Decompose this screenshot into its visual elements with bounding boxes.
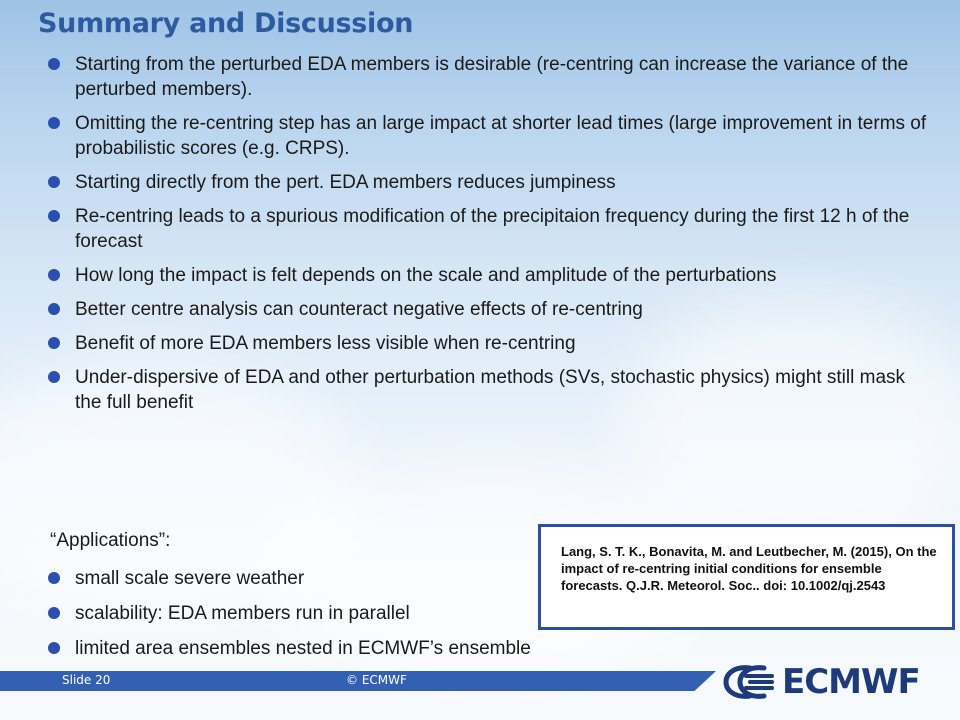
list-item <box>48 636 531 661</box>
slide-title: Summary and Discussion <box>38 8 414 39</box>
bullet-dot-icon <box>48 58 60 70</box>
list-item <box>48 170 928 195</box>
list-item <box>48 204 928 254</box>
bullet-dot-icon <box>48 642 60 654</box>
application-text: small scale severe weather <box>75 568 305 589</box>
copyright-notice: © ECMWF <box>346 673 407 687</box>
applications-list <box>48 566 531 671</box>
bullet-dot-icon <box>48 607 60 619</box>
bullet-text: Starting from the perturbed EDA members is desirable (re-centring can increase the variance of the perturbed members). <box>75 54 909 100</box>
bullet-text: Re-centring leads to a spurious modification of the precipitaion frequency during the first 12 h of the forecast <box>75 206 910 252</box>
bullet-dot-icon <box>48 572 60 584</box>
bullet-dot-icon <box>48 303 60 315</box>
list-item <box>48 263 928 288</box>
reference-citation: Lang, S. T. K., Bonavita, M. and Leutbecher, M. (2015), On the impact of re-centring initial conditions for ensemble forecasts. Q.J.R. Meteorol. Soc.. doi: 10.1002/qj.2543 <box>561 544 937 593</box>
list-item <box>48 331 928 356</box>
bullet-dot-icon <box>48 337 60 349</box>
logo-wordmark: ECMWF <box>782 662 920 702</box>
bullet-dot-icon <box>48 117 60 129</box>
bullet-text: Starting directly from the pert. EDA members reduces jumpiness <box>75 172 616 193</box>
reference-box <box>538 524 955 630</box>
bullet-text: Under-dispersive of EDA and other perturbation methods (SVs, stochastic physics) might still mask the full benefit <box>75 367 906 413</box>
bullet-dot-icon <box>48 176 60 188</box>
bullet-text: Better centre analysis can counteract negative effects of re-centring <box>75 299 643 320</box>
ecmwf-wave-logo-icon <box>720 660 778 704</box>
list-item <box>48 365 928 415</box>
bullet-text: How long the impact is felt depends on the scale and amplitude of the perturbations <box>75 265 777 286</box>
bullet-dot-icon <box>48 210 60 222</box>
application-text: limited area ensembles nested in ECMWF’s ensemble <box>75 638 531 659</box>
list-item <box>48 111 928 161</box>
applications-heading: “Applications”: <box>50 530 171 551</box>
slide-number: Slide 20 <box>62 673 111 687</box>
list-item <box>48 52 928 102</box>
list-item <box>48 566 531 591</box>
bullet-dot-icon <box>48 371 60 383</box>
summary-bullet-list <box>48 52 928 424</box>
list-item <box>48 601 531 626</box>
ecmwf-logo <box>720 652 952 712</box>
application-text: scalability: EDA members run in parallel <box>75 603 410 624</box>
bullet-dot-icon <box>48 269 60 281</box>
list-item <box>48 297 928 322</box>
bullet-text: Benefit of more EDA members less visible when re-centring <box>75 333 576 354</box>
bullet-text: Omitting the re-centring step has an large impact at shorter lead times (large improvement in terms of probabilistic scores (e.g. CRPS). <box>75 113 927 159</box>
